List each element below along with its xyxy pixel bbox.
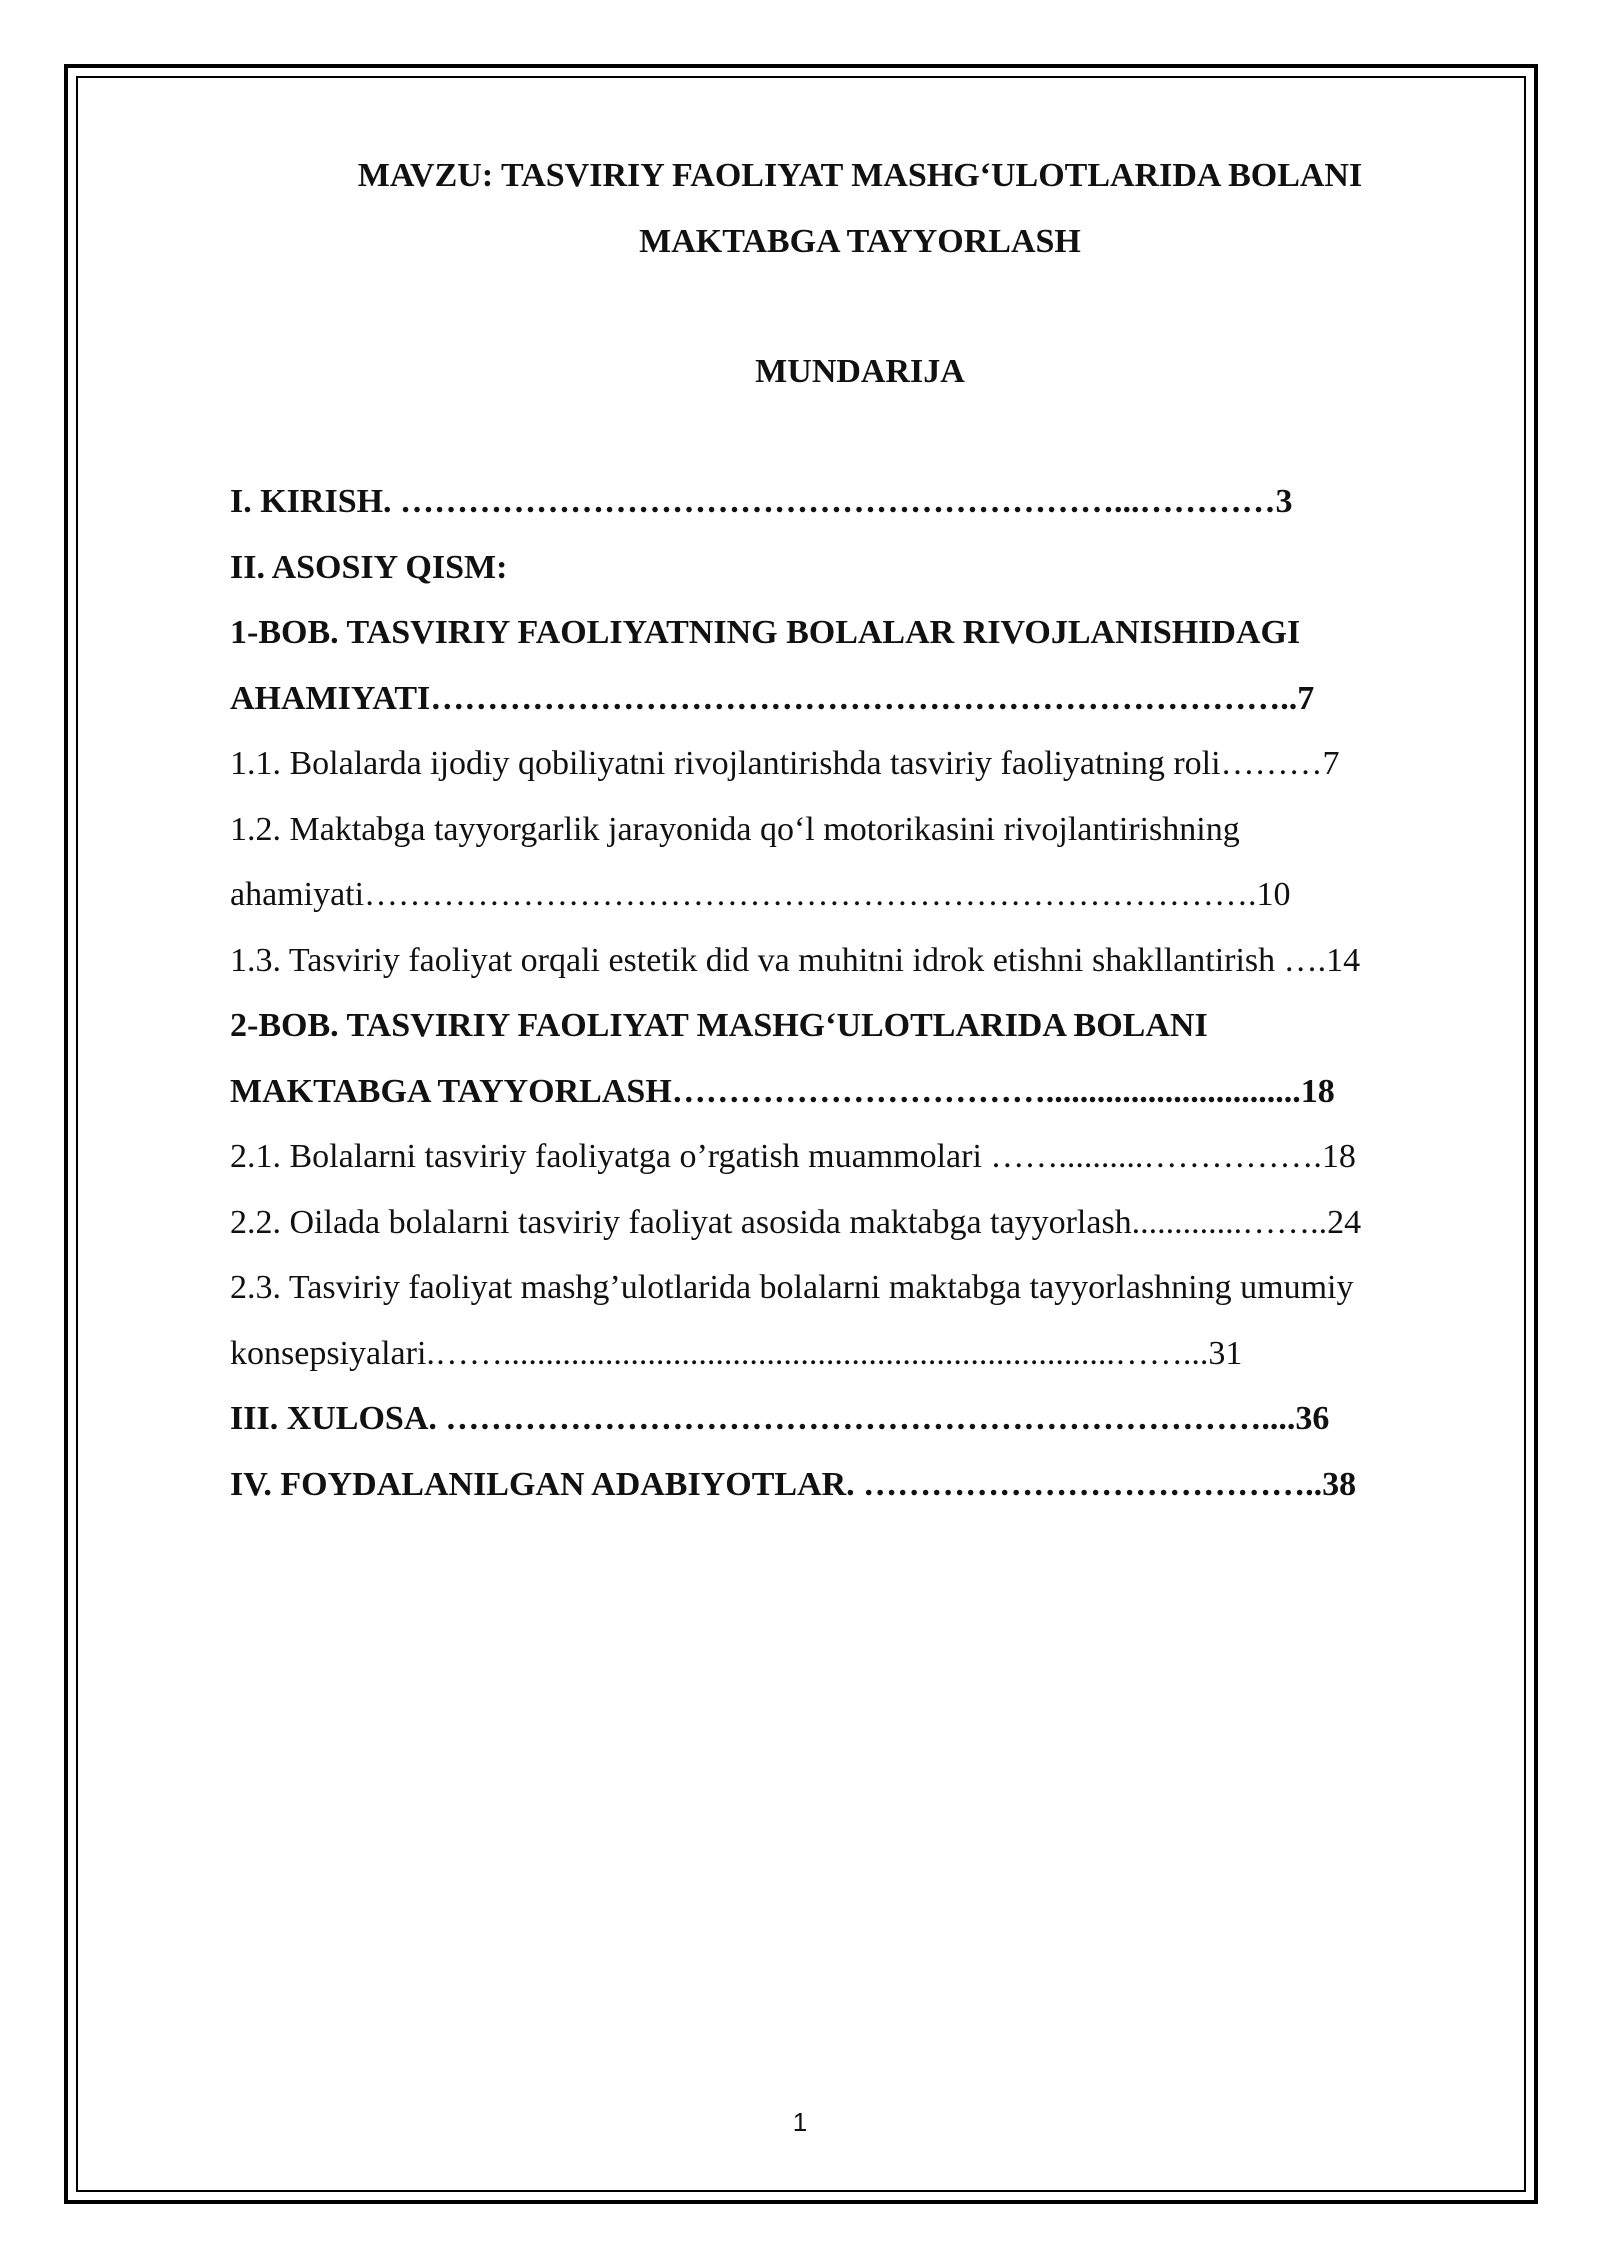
toc-entry-section-2-3-cont: konsepsiyalari.……........................................................................……...31 [230, 1334, 1243, 1372]
toc-entry-section-1-1: 1.1. Bolalarda ijodiy qobiliyatni rivojlantirishda tasviriy faoliyatning roli………7 [230, 745, 1340, 782]
toc-entry-section-1-2-cont: ahamiyati…………………………………………………………………….10 [230, 876, 1291, 913]
toc-entry-section-1-2: 1.2. Maktabga tayyorgarlik jarayonida qo‘l motorikasini rivojlantirishning [230, 810, 1240, 848]
toc-entry-chapter-1: 1-BOB. TASVIRIY FAOLIYATNING BOLALAR RIVOJLANISHIDAGI [230, 614, 1301, 651]
toc-entry-main-part: II. ASOSIY QISM: [230, 548, 508, 586]
toc-entry-section-1-3: 1.3. Tasviriy faoliyat orqali estetik did va muhitni idrok etishni shakllantirish ….14 [230, 941, 1361, 979]
title-line-1: MAVZU: TASVIRIY FAOLIYAT MASHG‘ULOTLARIDA BOLANI [357, 157, 1363, 194]
toc-entry-chapter-2: 2-BOB. TASVIRIY FAOLIYAT MASHG‘ULOTLARIDA BOLANI [230, 1007, 1208, 1044]
toc-entry-references: IV. FOYDALANILGAN ADABIYOTLAR. …………………………………..38 [230, 1465, 1357, 1503]
contents-heading: MUNDARIJA [755, 353, 965, 390]
title-line-2: MAKTABGA TAYYORLASH [639, 223, 1081, 260]
toc-entry-section-2-2: 2.2. Oilada bolalarni tasviriy faoliyat asosida maktabga tayyorlash.............……..24 [230, 1203, 1362, 1241]
document-title [230, 143, 1490, 275]
page-number: 1 [792, 2107, 808, 2137]
toc-entry-introduction: I. KIRISH. ………………………………………………………...…………3 [230, 483, 1293, 520]
toc-entry-chapter-1-cont: AHAMIYATI…………………………………………………………………..7 [230, 679, 1315, 717]
toc-entry-chapter-2-cont: MAKTABGA TAYYORLASH……………………………..............................18 [230, 1072, 1335, 1110]
toc-entry-section-2-1: 2.1. Bolalarni tasviriy faoliyatga o’rgatish muammolari ……..........…………….18 [230, 1138, 1356, 1175]
toc-entry-conclusion: III. XULOSA. ………………………………………………………………....36 [230, 1400, 1330, 1437]
toc-entry-section-2-3: 2.3. Tasviriy faoliyat mashg’ulotlarida bolalarni maktabga tayyorlashning umumiy [230, 1269, 1354, 1306]
table-of-contents [230, 469, 1490, 1517]
